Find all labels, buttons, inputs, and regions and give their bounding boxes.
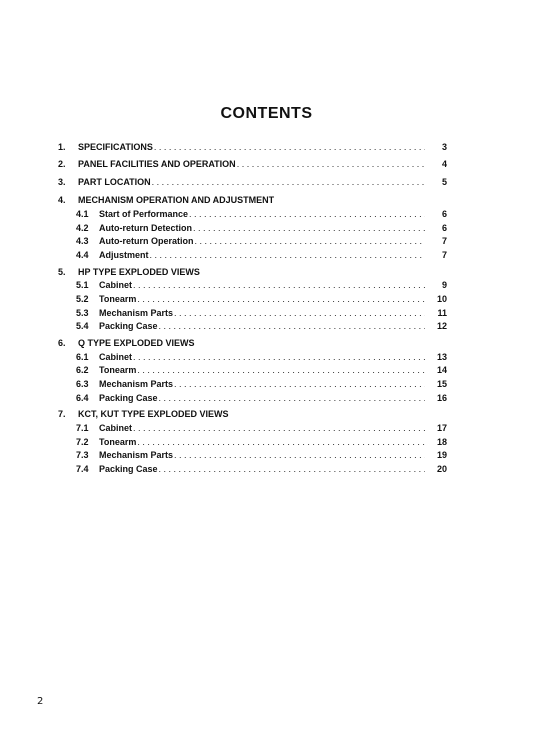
item-label: Packing Case: [99, 321, 158, 331]
leader-dots: [174, 377, 425, 391]
section-number: 6.: [58, 338, 66, 348]
toc-section-3[interactable]: [58, 175, 447, 189]
toc-item-4-4[interactable]: [76, 248, 447, 262]
toc-item-6-4[interactable]: [76, 391, 447, 405]
item-number: 5.1: [76, 280, 89, 290]
item-page: 7: [441, 236, 447, 246]
section-number: 7.: [58, 409, 66, 419]
item-page: 20: [436, 464, 447, 474]
toc-item-7-4[interactable]: [76, 462, 447, 476]
leader-dots: [152, 175, 425, 189]
item-number: 5.3: [76, 308, 89, 318]
section-page: 3: [441, 142, 447, 152]
item-page: 10: [436, 294, 447, 304]
item-page: 9: [441, 280, 447, 290]
toc-item-7-3[interactable]: [76, 448, 447, 462]
item-number: 7.2: [76, 437, 89, 447]
leader-dots: [137, 292, 425, 306]
toc-section-6[interactable]: [58, 336, 447, 350]
item-number: 4.1: [76, 209, 89, 219]
section-number: 4.: [58, 195, 66, 205]
toc-item-4-3[interactable]: [76, 234, 447, 248]
section-label: HP TYPE EXPLODED VIEWS: [78, 267, 200, 277]
item-label: Mechanism Parts: [99, 379, 174, 389]
item-page: 17: [436, 423, 447, 433]
item-number: 7.4: [76, 464, 89, 474]
section-label: KCT, KUT TYPE EXPLODED VIEWS: [78, 409, 229, 419]
leader-dots: [133, 421, 425, 435]
item-page: 7: [441, 250, 447, 260]
toc-section-5[interactable]: [58, 265, 447, 279]
item-label: Tonearm: [99, 294, 137, 304]
section-label: Q TYPE EXPLODED VIEWS: [78, 338, 195, 348]
section-label: SPECIFICATIONS: [78, 142, 153, 152]
toc-item-5-2[interactable]: [76, 292, 447, 306]
toc-item-4-2[interactable]: [76, 221, 447, 235]
leader-dots: [150, 248, 426, 262]
item-label: Packing Case: [99, 464, 158, 474]
toc-item-6-3[interactable]: [76, 377, 447, 391]
item-number: 7.1: [76, 423, 89, 433]
leader-dots: [174, 306, 425, 320]
toc-section-4[interactable]: [58, 193, 447, 207]
toc-item-5-1[interactable]: [76, 278, 447, 292]
section-number: 1.: [58, 142, 66, 152]
item-number: 4.3: [76, 236, 89, 246]
toc-item-6-2[interactable]: [76, 363, 447, 377]
item-label: Mechanism Parts: [99, 450, 174, 460]
item-page: 16: [436, 393, 447, 403]
toc-section-2[interactable]: [58, 157, 447, 171]
item-label: Tonearm: [99, 365, 137, 375]
leader-dots: [193, 221, 425, 235]
leader-dots: [137, 435, 425, 449]
page-title: CONTENTS: [220, 105, 313, 122]
leader-dots: [189, 207, 425, 221]
item-number: 6.1: [76, 352, 89, 362]
section-label: PANEL FACILITIES AND OPERATION: [78, 159, 236, 169]
item-label: Cabinet: [99, 280, 133, 290]
toc-item-6-1[interactable]: [76, 350, 447, 364]
item-label: Cabinet: [99, 423, 133, 433]
leader-dots: [133, 278, 425, 292]
section-number: 2.: [58, 159, 66, 169]
leader-dots: [133, 350, 425, 364]
item-label: Auto-return Detection: [99, 223, 192, 233]
section-number: 3.: [58, 177, 66, 187]
section-page: 5: [441, 177, 447, 187]
item-number: 6.4: [76, 393, 89, 403]
leader-dots: [237, 157, 425, 171]
section-number: 5.: [58, 267, 66, 277]
item-number: 7.3: [76, 450, 89, 460]
item-label: Auto-return Operation: [99, 236, 194, 246]
item-number: 4.4: [76, 250, 89, 260]
toc-item-7-2[interactable]: [76, 435, 447, 449]
item-label: Cabinet: [99, 352, 133, 362]
section-page: 4: [441, 159, 447, 169]
item-page: 6: [441, 209, 447, 219]
item-page: 19: [436, 450, 447, 460]
item-page: 15: [436, 379, 447, 389]
page-number: 2: [37, 696, 44, 707]
item-page: 11: [437, 308, 447, 318]
item-page: 12: [436, 321, 447, 331]
item-page: 6: [441, 223, 447, 233]
leader-dots: [159, 462, 425, 476]
item-number: 5.2: [76, 294, 89, 304]
item-label: Tonearm: [99, 437, 137, 447]
toc-section-7[interactable]: [58, 407, 447, 421]
toc-item-7-1[interactable]: [76, 421, 447, 435]
item-label: Start of Performance: [99, 209, 189, 219]
item-number: 6.2: [76, 365, 89, 375]
toc-item-4-1[interactable]: [76, 207, 447, 221]
item-page: 18: [436, 437, 447, 447]
leader-dots: [154, 140, 425, 154]
toc-item-5-4[interactable]: [76, 319, 447, 333]
toc-section-1[interactable]: [58, 140, 447, 154]
item-label: Packing Case: [99, 393, 158, 403]
section-label: PART LOCATION: [78, 177, 151, 187]
leader-dots: [137, 363, 425, 377]
item-page: 13: [436, 352, 447, 362]
toc-item-5-3[interactable]: [76, 306, 447, 320]
leader-dots: [159, 391, 425, 405]
item-number: 6.3: [76, 379, 89, 389]
item-label: Mechanism Parts: [99, 308, 174, 318]
leader-dots: [174, 448, 425, 462]
item-number: 4.2: [76, 223, 89, 233]
item-number: 5.4: [76, 321, 89, 331]
leader-dots: [195, 234, 426, 248]
leader-dots: [159, 319, 425, 333]
item-label: Adjustment: [99, 250, 149, 260]
section-label: MECHANISM OPERATION AND ADJUSTMENT: [78, 195, 275, 205]
item-page: 14: [436, 365, 447, 375]
